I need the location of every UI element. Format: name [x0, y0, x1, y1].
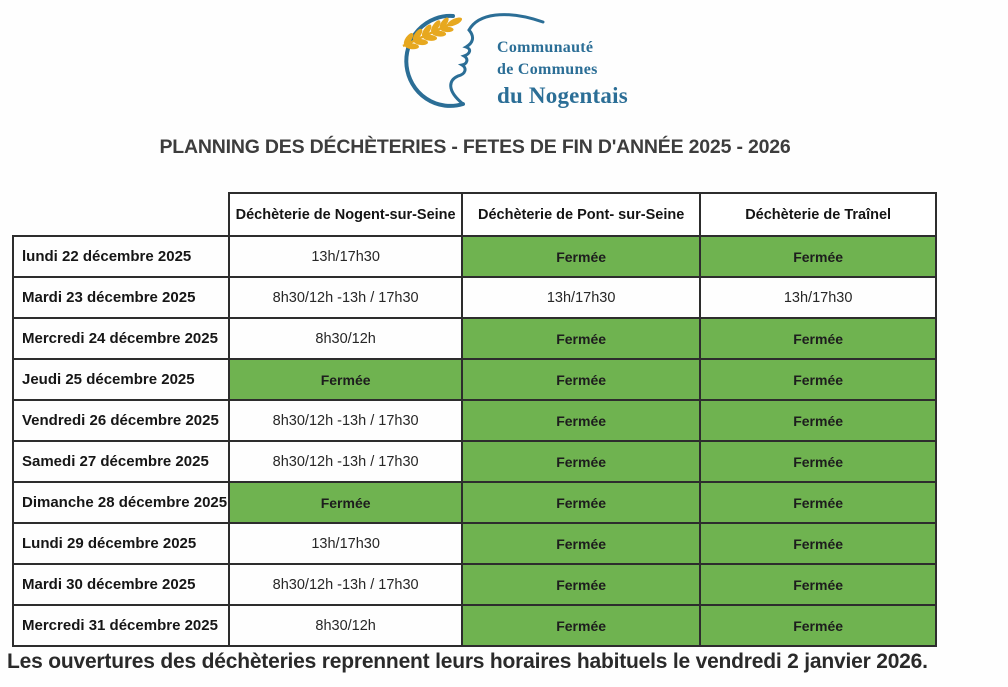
- logo-line-2: de Communes: [497, 61, 598, 78]
- hours-cell: 8h30/12h -13h / 17h30: [229, 564, 462, 605]
- date-cell: Dimanche 28 décembre 2025: [13, 482, 229, 523]
- table-row: [13, 441, 936, 482]
- closed-cell: Fermée: [462, 359, 700, 400]
- closed-cell: Fermée: [700, 564, 936, 605]
- closed-cell: Fermée: [462, 523, 700, 564]
- closed-cell: Fermée: [462, 482, 700, 523]
- closed-cell: Fermée: [462, 441, 700, 482]
- date-cell: Mercredi 31 décembre 2025: [13, 605, 229, 646]
- date-cell: Vendredi 26 décembre 2025: [13, 400, 229, 441]
- date-cell: Samedi 27 décembre 2025: [13, 441, 229, 482]
- wheat-icon: [399, 9, 466, 55]
- closed-cell: Fermée: [462, 400, 700, 441]
- hours-cell: 8h30/12h -13h / 17h30: [229, 277, 462, 318]
- closed-cell: Fermée: [462, 605, 700, 646]
- table-row: [13, 482, 936, 523]
- closed-cell: Fermée: [700, 359, 936, 400]
- logo-text: [497, 40, 628, 107]
- date-cell: Jeudi 25 décembre 2025: [13, 359, 229, 400]
- hours-cell: 13h/17h30: [700, 277, 936, 318]
- date-cell: Mercredi 24 décembre 2025: [13, 318, 229, 359]
- closed-cell: Fermée: [700, 523, 936, 564]
- hours-cell: 8h30/12h: [229, 605, 462, 646]
- table-row: [13, 318, 936, 359]
- closed-cell: Fermée: [700, 482, 936, 523]
- date-cell: Mardi 30 décembre 2025: [13, 564, 229, 605]
- hours-cell: 8h30/12h: [229, 318, 462, 359]
- hours-cell: 8h30/12h -13h / 17h30: [229, 441, 462, 482]
- table-row: [13, 359, 936, 400]
- closed-cell: Fermée: [700, 236, 936, 277]
- hours-cell: 13h/17h30: [229, 523, 462, 564]
- hours-cell: 13h/17h30: [462, 277, 700, 318]
- table-row: [13, 564, 936, 605]
- hours-cell: 13h/17h30: [229, 236, 462, 277]
- closed-cell: Fermée: [700, 400, 936, 441]
- date-cell: lundi 22 décembre 2025: [13, 236, 229, 277]
- planning-table: [12, 192, 937, 647]
- footer-note: Les ouvertures des déchèteries reprennent leurs horaires habituels le vendredi 2 janvier 2026.: [7, 650, 928, 673]
- closed-cell: Fermée: [229, 359, 462, 400]
- planning-table-body: [13, 236, 936, 646]
- logo-line-1: Communauté: [497, 39, 594, 56]
- page-title: PLANNING DES DÉCHÈTERIES - FETES DE FIN D'ANNÉE 2025 - 2026: [159, 136, 791, 158]
- closed-cell: Fermée: [700, 605, 936, 646]
- closed-cell: Fermée: [462, 564, 700, 605]
- logo-line-3: du Nogentais: [497, 83, 628, 108]
- header-dechetterie-trainel: Déchèterie de Traînel: [700, 193, 936, 236]
- header-dechetterie-nogent: Déchèterie de Nogent-sur-Seine: [229, 193, 462, 236]
- date-cell: Mardi 23 décembre 2025: [13, 277, 229, 318]
- closed-cell: Fermée: [462, 318, 700, 359]
- table-row: [13, 236, 936, 277]
- closed-cell: Fermée: [700, 318, 936, 359]
- hours-cell: 8h30/12h -13h / 17h30: [229, 400, 462, 441]
- date-cell: Lundi 29 décembre 2025: [13, 523, 229, 564]
- closed-cell: Fermée: [462, 236, 700, 277]
- table-row: [13, 523, 936, 564]
- table-row: [13, 400, 936, 441]
- closed-cell: Fermée: [700, 441, 936, 482]
- header-empty-cell: [13, 193, 229, 236]
- header-dechetterie-pont: Déchèterie de Pont- sur-Seine: [462, 193, 700, 236]
- table-row: [13, 605, 936, 646]
- header-row: [13, 193, 936, 236]
- table-row: [13, 277, 936, 318]
- closed-cell: Fermée: [229, 482, 462, 523]
